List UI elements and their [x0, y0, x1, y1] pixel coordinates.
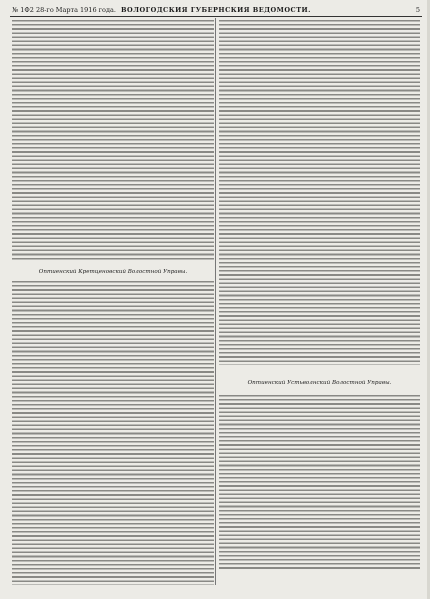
header-rule: [10, 16, 422, 17]
masthead-title: ВОЛОГОДСКИЯ ГУБЕРНСКИЯ ВЕДОМОСТИ.: [121, 6, 311, 14]
page-number: 5: [415, 6, 420, 14]
issue-label: № 1Ф2 28-го Марта 1916 года.: [12, 6, 116, 14]
text-lines: [12, 20, 214, 262]
right-text-block-2: [219, 395, 420, 571]
text-lines: [12, 281, 214, 585]
left-section-title: Оптиенский Кретценовский Волостной Управы.: [38, 269, 188, 275]
left-text-block-2: [12, 281, 214, 585]
page-header: [12, 5, 420, 15]
right-text-block-1: [219, 20, 420, 365]
column-divider: [215, 18, 216, 585]
text-lines: [219, 20, 420, 365]
text-lines: [219, 395, 420, 571]
left-column: [12, 20, 214, 585]
right-column: [219, 20, 420, 585]
right-section-title: Оптиенский Устьволнский Волостной Управы.: [247, 380, 392, 386]
left-text-block-1: [12, 20, 214, 262]
